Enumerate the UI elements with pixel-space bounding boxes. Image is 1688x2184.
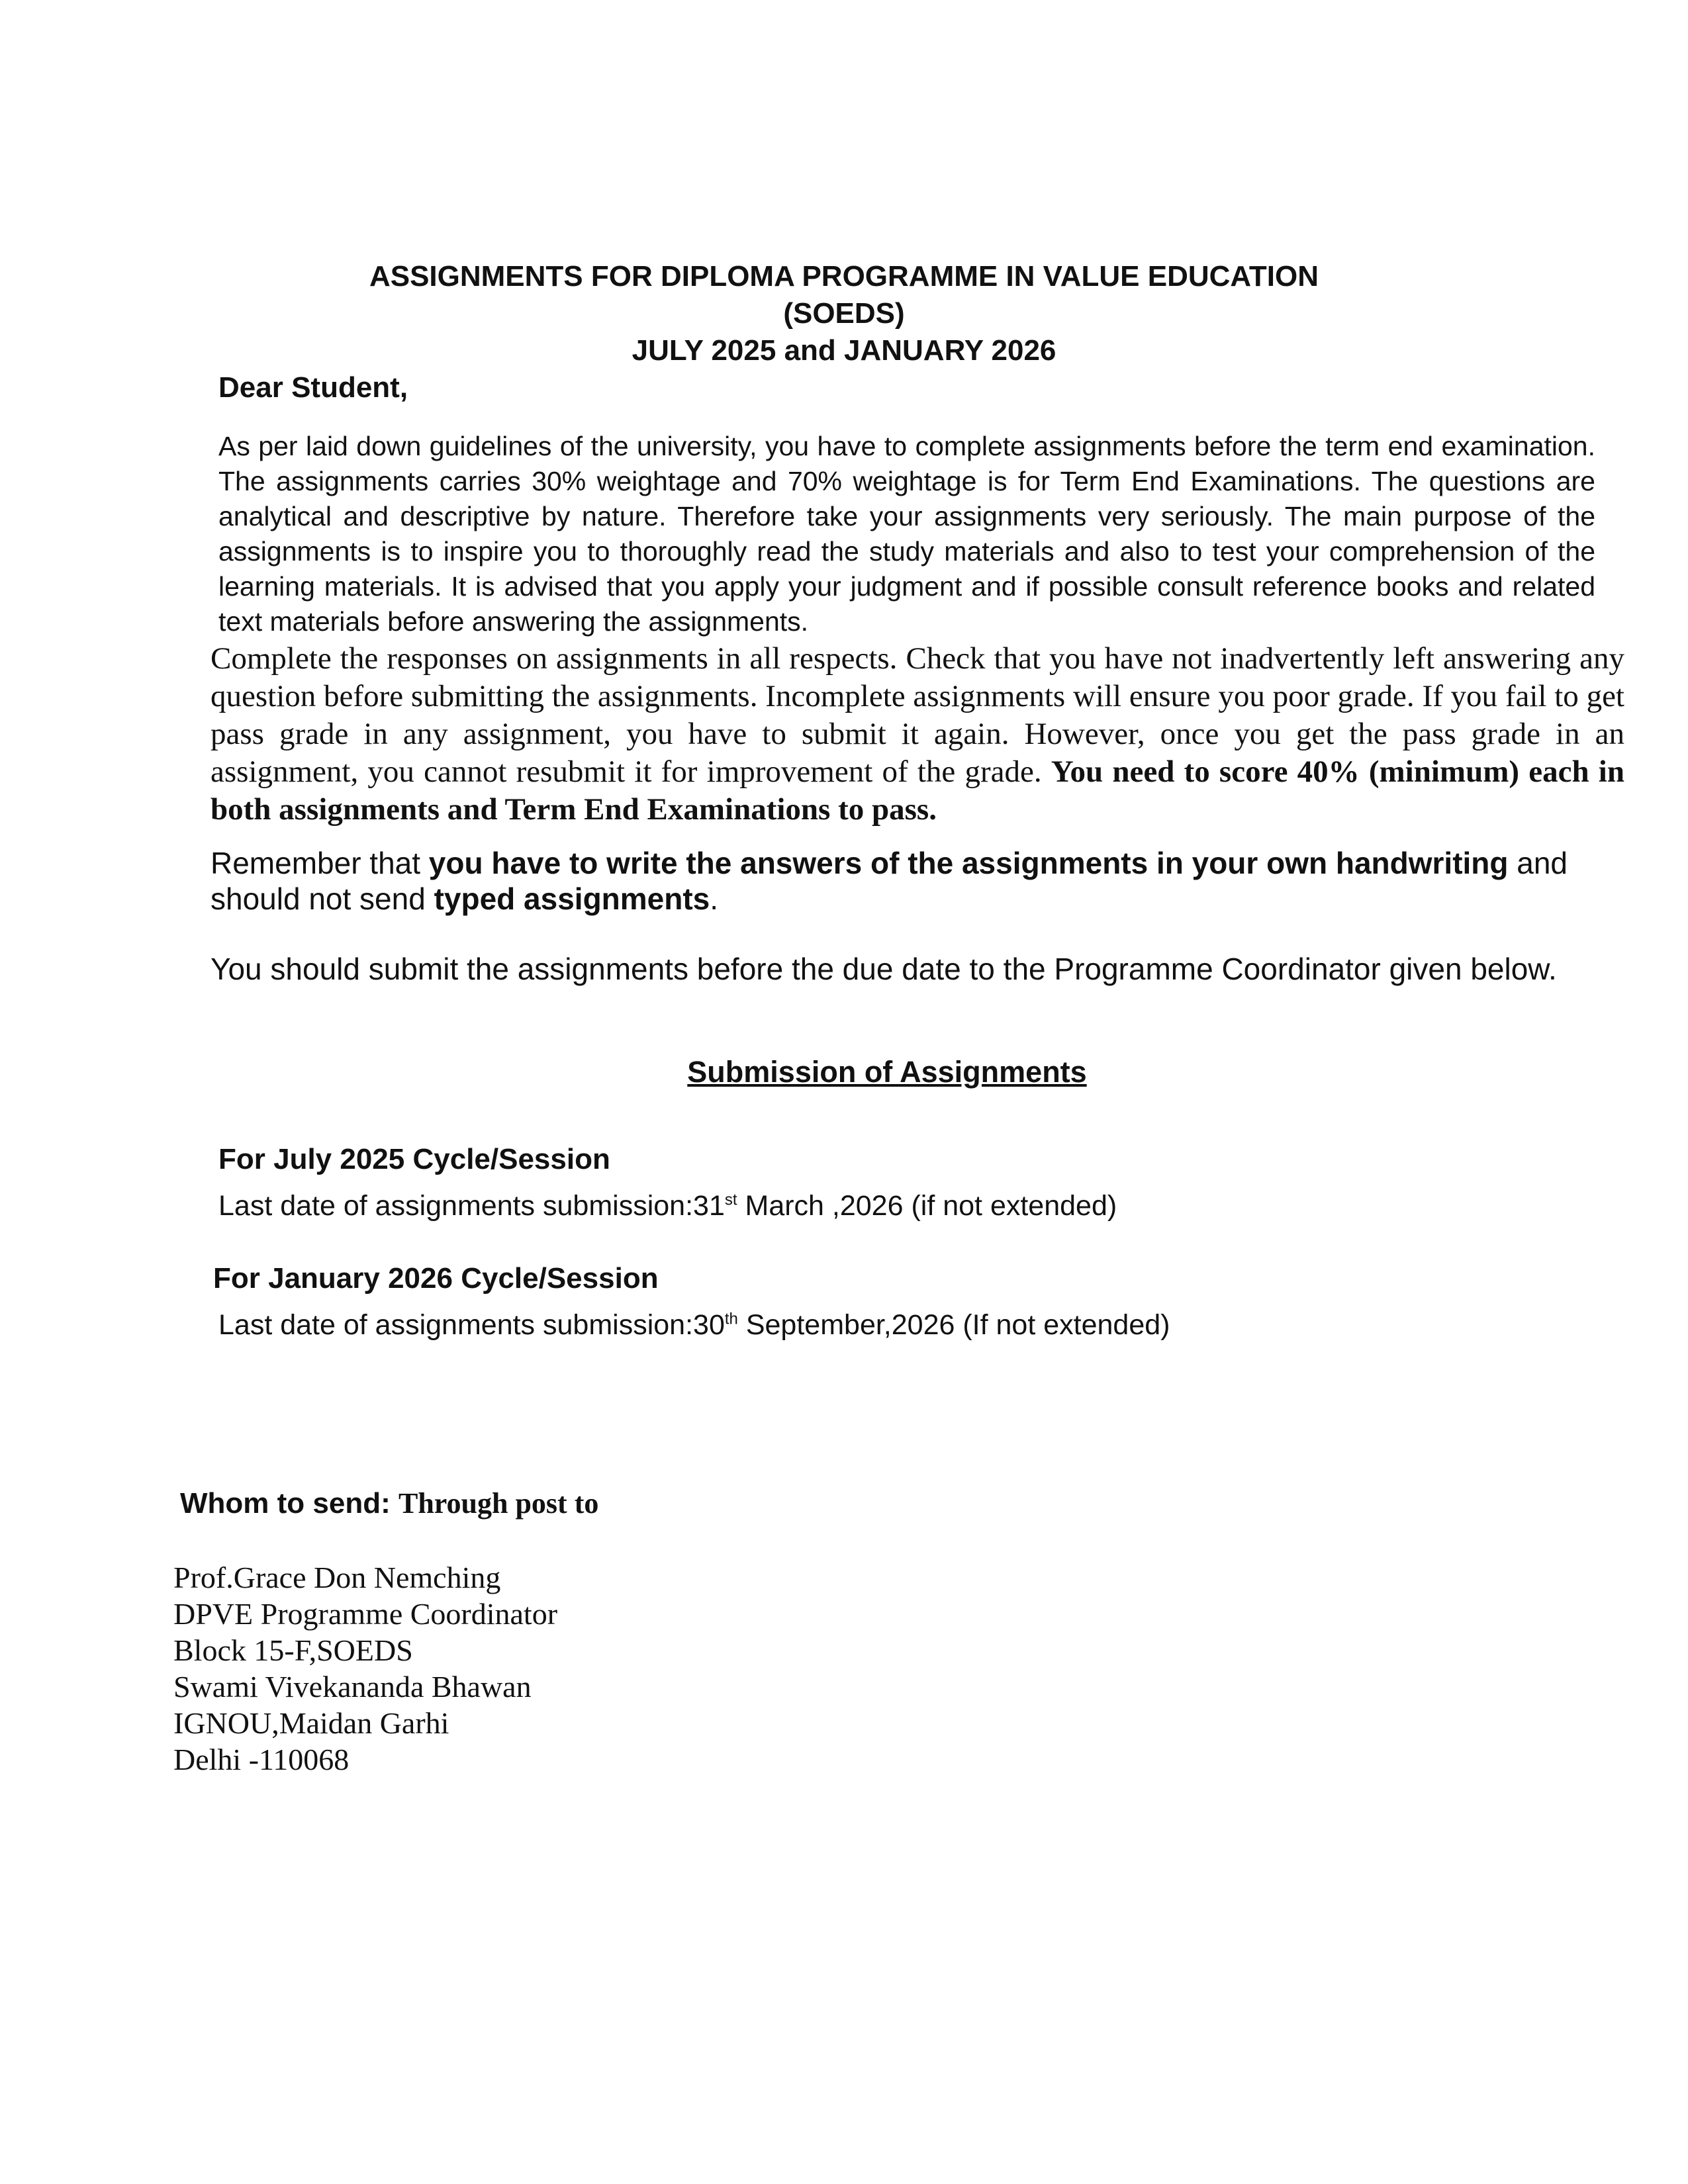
- cycle-july-title: For July 2025 Cycle/Session: [218, 1143, 610, 1175]
- cycle-january-date-sup: th: [724, 1310, 738, 1328]
- submission-heading: Submission of Assignments: [687, 1055, 1087, 1089]
- cycle-january-date-prefix: Last date of assignments submission:30: [218, 1309, 725, 1341]
- address-block: [173, 1559, 557, 1778]
- pass-criteria-text: You need to score 40% (minimum) each in both assignments and Term End Examinations to pass.: [211, 754, 1624, 827]
- title-line-3: JULY 2025 and JANUARY 2026: [632, 334, 1056, 367]
- cycle-january-title: For January 2026 Cycle/Session: [213, 1262, 659, 1295]
- whom-label: Whom to send:: [180, 1487, 399, 1520]
- cycle-july-date: [218, 1187, 1117, 1224]
- instructions-paragraph: [211, 640, 1624, 829]
- handwriting-paragraph: [211, 845, 1624, 917]
- handwriting-text-1: Remember that: [211, 846, 429, 880]
- address-line: IGNOU,Maidan Garhi: [173, 1706, 449, 1740]
- submit-paragraph: You should submit the assignments before the due date to the Programme Coordinator given below.: [211, 952, 1557, 986]
- cycle-july-date-prefix: Last date of assignments submission:31: [218, 1190, 725, 1222]
- address-line: Swami Vivekananda Bhawan: [173, 1670, 532, 1704]
- title-line-2: (SOEDS): [783, 297, 905, 330]
- address-line: Delhi -110068: [173, 1743, 350, 1776]
- cycle-july-date-suffix: March ,2026 (if not extended): [737, 1190, 1117, 1222]
- handwriting-text-2: and should not send: [211, 846, 1568, 916]
- address-line: DPVE Programme Coordinator: [173, 1597, 558, 1631]
- intro-paragraph: As per laid down guidelines of the university, you have to complete assignments before the term end examination. The assignments carries 30% weightage and 70% weightage is for Term End Examinations. The questions are analytical and descriptive by nature. Therefore take your assignments very seriously. The main purpose of the assignments is to inspire you to thoroughly read the study materials and also to test your comprehension of the learning materials. It is advised that you apply your judgment and if possible consult reference books and related text materials before answering the assignments.: [218, 431, 1595, 637]
- salutation: Dear Student,: [218, 371, 408, 404]
- instructions-text: Complete the responses on assignments in all respects. Check that you have not inadvertently left answering any question before submitting the assignments. Incomplete assignments will ensure you poor grade. If you fail to get pass grade in any assignment, you have to submit it again. However, once you get the pass grade in an assignment, you cannot resubmit it for improvement of the grade.: [211, 641, 1624, 789]
- cycle-january-date-suffix: September,2026 (If not extended): [737, 1309, 1170, 1341]
- whom-to-send: [180, 1485, 598, 1522]
- cycle-july-date-sup: st: [724, 1191, 737, 1209]
- address-line: Prof.Grace Don Nemching: [173, 1561, 501, 1594]
- handwriting-text-3: .: [710, 882, 719, 916]
- handwriting-bold-2: typed assignments: [434, 882, 710, 916]
- address-line: Block 15-F,SOEDS: [173, 1633, 413, 1667]
- handwriting-bold-1: you have to write the answers of the assignments in your own handwriting: [428, 846, 1509, 880]
- title-line-1: ASSIGNMENTS FOR DIPLOMA PROGRAMME IN VALUE EDUCATION: [369, 260, 1319, 293]
- whom-value: Through post to: [398, 1487, 599, 1520]
- cycle-january-date: [218, 1306, 1170, 1343]
